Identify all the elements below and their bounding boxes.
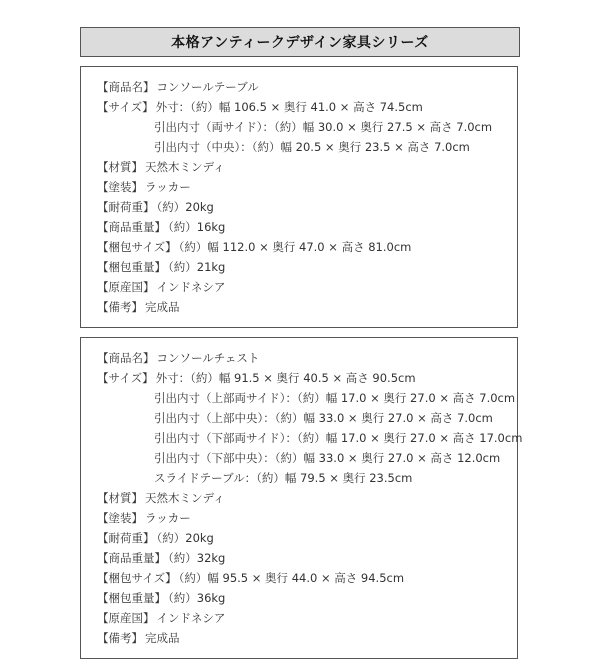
spec-row [97,157,513,177]
spec-label: 【サイズ】 [97,100,154,114]
spec-label: 【商品名】 [97,351,155,365]
spec-row [97,77,513,97]
spec-value: 完成品 [145,631,180,645]
spec-label: 【商品重量】 [97,220,166,234]
spec-row [97,428,523,448]
spec-row [97,588,513,608]
spec-row [97,488,513,508]
spec-label: 【耐荷重】 [97,531,155,545]
spec-row [97,448,513,468]
spec-label: 【梱包サイズ】 [97,571,177,585]
spec-row [97,277,513,297]
spec-label: 【梱包重量】 [97,260,166,274]
spec-row [97,97,513,117]
spec-value: コンソールテーブル [156,80,259,94]
spec-label: 【塗装】 [97,511,143,525]
spec-value: 引出内寸（上部中央）：（約）幅 33.0 × 奥行 27.0 × 高さ 7.0cm [154,411,493,425]
spec-value: （約）21kg [168,260,226,274]
spec-row [97,628,513,648]
spec-row [97,117,513,137]
spec-label: 【商品名】 [97,80,155,94]
spec-value: 外寸：（約）幅 106.5 × 奥行 41.0 × 高さ 74.5cm [155,100,423,114]
spec-value: （約）幅 95.5 × 奥行 44.0 × 高さ 94.5cm [178,571,405,585]
spec-value: （約）幅 112.0 × 奥行 47.0 × 高さ 81.0cm [178,240,412,254]
spec-value: （約）20kg [156,200,214,214]
spec-value: （約）36kg [168,591,226,605]
spec-box-console-chest [80,337,523,659]
spec-label: 【材質】 [97,491,143,505]
spec-row [97,508,513,528]
spec-row [97,297,513,317]
spec-row [97,217,513,237]
spec-label: 【原産国】 [97,611,155,625]
spec-row [97,197,513,217]
spec-value: スライドテーブル：（約）幅 79.5 × 奥行 23.5cm [154,471,413,485]
spec-label: 【耐荷重】 [97,200,155,214]
spec-value: （約）20kg [156,531,214,545]
spec-row [97,548,513,568]
spec-label: 【塗装】 [97,180,143,194]
spec-label: 【材質】 [97,160,143,174]
spec-value: （約）16kg [168,220,226,234]
spec-value: 引出内寸（上部両サイド）：（約）幅 17.0 × 奥行 27.0 × 高さ 7.0cm [154,391,516,405]
spec-row [97,608,513,628]
spec-rows [97,77,513,317]
spec-row [97,137,513,157]
spec-value: インドネシア [156,611,226,625]
spec-box-console-table [80,66,518,328]
spec-label: 【備考】 [97,300,143,314]
spec-row [97,528,513,548]
spec-label: 【サイズ】 [97,371,154,385]
spec-rows [97,348,523,648]
spec-value: 天然木ミンディ [145,491,225,505]
spec-label: 【商品重量】 [97,551,166,565]
spec-value: 天然木ミンディ [145,160,225,174]
spec-value: 引出内寸（両サイド）：（約）幅 30.0 × 奥行 27.5 × 高さ 7.0cm [154,120,493,134]
spec-row [97,568,513,588]
spec-row [97,368,513,388]
spec-row [97,408,513,428]
spec-value: 引出内寸（下部両サイド）：（約）幅 17.0 × 奥行 27.0 × 高さ 17.0cm [154,431,523,445]
spec-value: ラッカー [145,180,191,194]
spec-row [97,237,513,257]
spec-row [97,177,513,197]
spec-value: （約）32kg [168,551,226,565]
series-title: 本格アンティークデザイン家具シリーズ [80,27,520,57]
spec-value: 引出内寸（中央）：（約）幅 20.5 × 奥行 23.5 × 高さ 7.0cm [154,140,470,154]
spec-row [97,468,513,488]
spec-label: 【原産国】 [97,280,155,294]
spec-value: インドネシア [156,280,226,294]
spec-label: 【備考】 [97,631,143,645]
spec-value: 完成品 [145,300,180,314]
spec-value: ラッカー [145,511,191,525]
spec-value: 引出内寸（下部中央）：（約）幅 33.0 × 奥行 27.0 × 高さ 12.0cm [154,451,501,465]
spec-row [97,388,516,408]
spec-value: 外寸：（約）幅 91.5 × 奥行 40.5 × 高さ 90.5cm [155,371,416,385]
spec-row [97,257,513,277]
spec-label: 【梱包サイズ】 [97,240,177,254]
spec-label: 【梱包重量】 [97,591,166,605]
spec-row [97,348,513,368]
spec-value: コンソールチェスト [156,351,260,365]
